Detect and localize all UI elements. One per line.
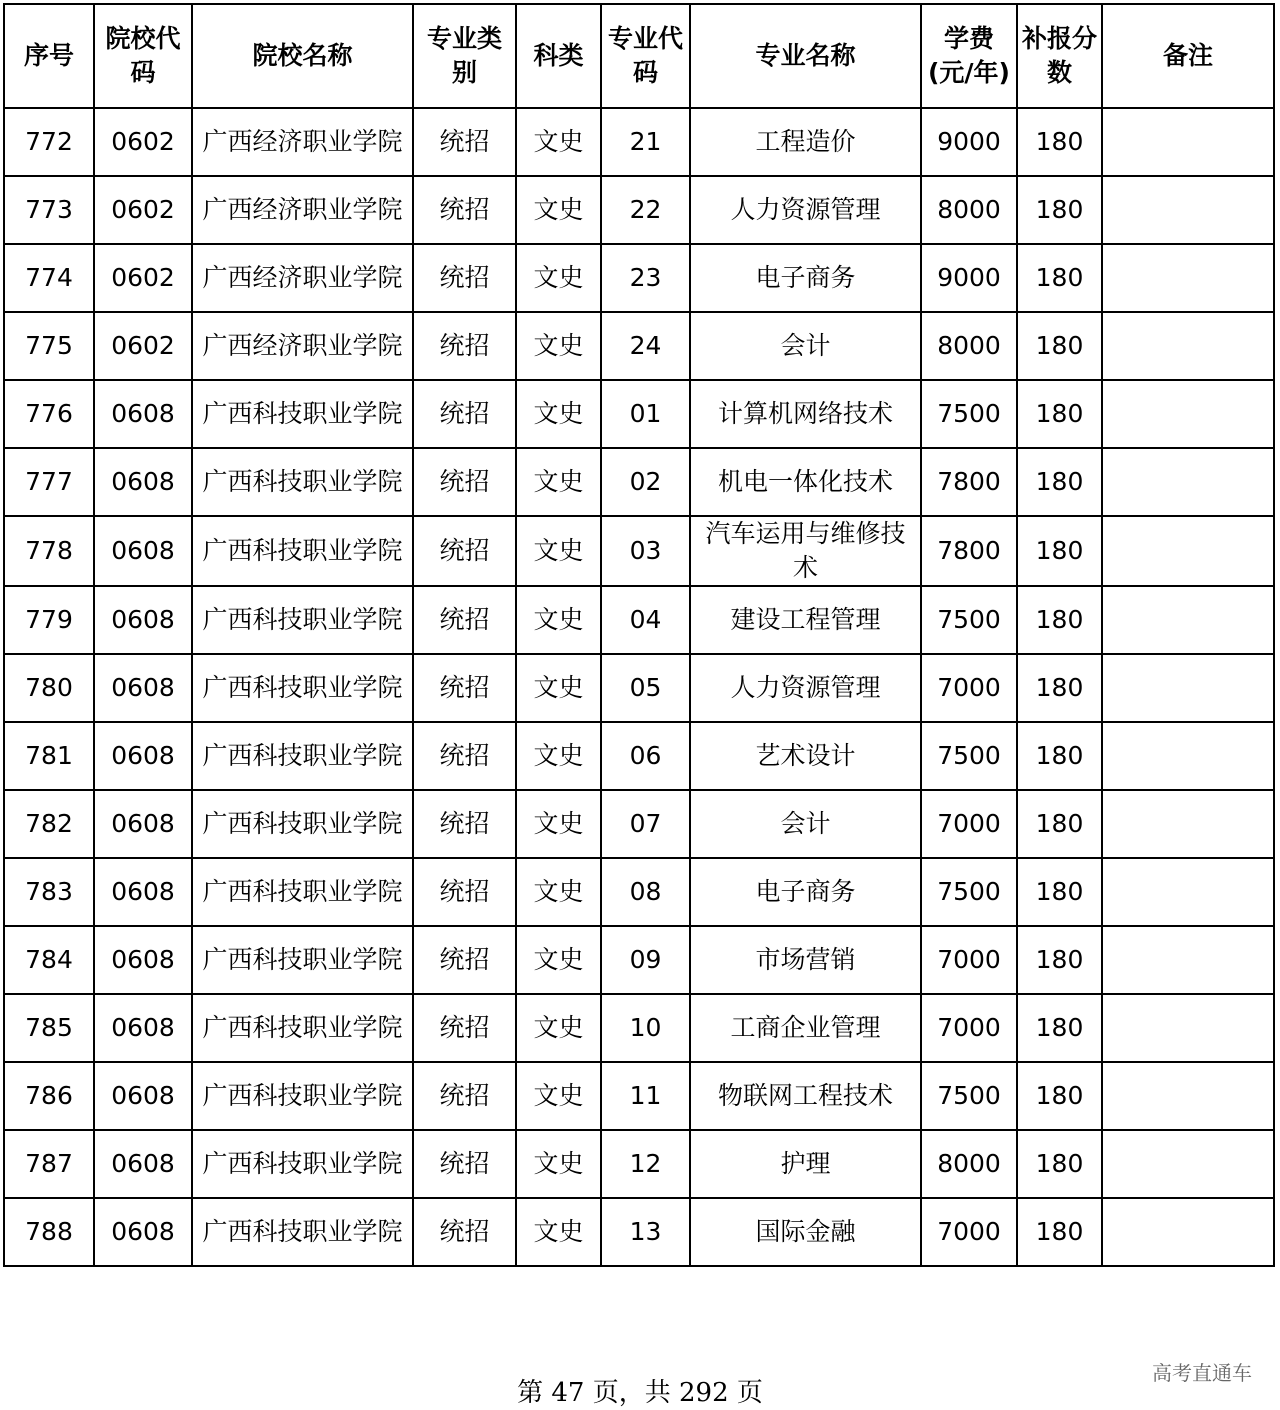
cell-major-name: 会计 <box>690 312 921 380</box>
cell-remarks <box>1102 312 1274 380</box>
table-row <box>4 244 1274 312</box>
cell-major-code: 08 <box>601 858 690 926</box>
cell-school-code: 0608 <box>94 926 192 994</box>
cell-tuition: 7800 <box>921 448 1017 516</box>
cell-school-name: 广西科技职业学院 <box>192 1062 413 1130</box>
cell-score: 180 <box>1017 1198 1102 1266</box>
cell-major-category: 统招 <box>413 516 516 586</box>
header-subject: 科类 <box>516 4 601 108</box>
cell-subject: 文史 <box>516 448 601 516</box>
cell-seq: 785 <box>4 994 94 1062</box>
table-row <box>4 858 1274 926</box>
table-row <box>4 516 1274 586</box>
cell-remarks <box>1102 448 1274 516</box>
cell-score: 180 <box>1017 108 1102 176</box>
cell-major-code: 07 <box>601 790 690 858</box>
cell-major-category: 统招 <box>413 1198 516 1266</box>
cell-major-name: 会计 <box>690 790 921 858</box>
cell-subject: 文史 <box>516 722 601 790</box>
cell-major-name: 汽车运用与维修技术 <box>690 516 921 586</box>
cell-tuition: 7800 <box>921 516 1017 586</box>
cell-tuition: 7000 <box>921 1198 1017 1266</box>
watermark: 高考直通车 <box>1152 1361 1252 1385</box>
cell-major-code: 05 <box>601 654 690 722</box>
cell-major-name: 物联网工程技术 <box>690 1062 921 1130</box>
cell-remarks <box>1102 586 1274 654</box>
cell-remarks <box>1102 926 1274 994</box>
cell-tuition: 7000 <box>921 926 1017 994</box>
cell-remarks <box>1102 380 1274 448</box>
cell-subject: 文史 <box>516 244 601 312</box>
cell-major-category: 统招 <box>413 994 516 1062</box>
cell-seq: 773 <box>4 176 94 244</box>
table-row <box>4 994 1274 1062</box>
cell-remarks <box>1102 1130 1274 1198</box>
cell-major-category: 统招 <box>413 1062 516 1130</box>
header-school-name: 院校名称 <box>192 4 413 108</box>
cell-seq: 788 <box>4 1198 94 1266</box>
cell-major-name: 人力资源管理 <box>690 654 921 722</box>
cell-tuition: 8000 <box>921 1130 1017 1198</box>
header-score: 补报分数 <box>1017 4 1102 108</box>
cell-school-code: 0602 <box>94 244 192 312</box>
table-row <box>4 1130 1274 1198</box>
cell-subject: 文史 <box>516 586 601 654</box>
cell-score: 180 <box>1017 586 1102 654</box>
cell-major-category: 统招 <box>413 654 516 722</box>
cell-school-name: 广西科技职业学院 <box>192 790 413 858</box>
cell-tuition: 7500 <box>921 858 1017 926</box>
cell-tuition: 7000 <box>921 994 1017 1062</box>
cell-major-code: 09 <box>601 926 690 994</box>
cell-remarks <box>1102 244 1274 312</box>
cell-subject: 文史 <box>516 1198 601 1266</box>
cell-seq: 783 <box>4 858 94 926</box>
header-major-category: 专业类别 <box>413 4 516 108</box>
cell-school-name: 广西科技职业学院 <box>192 1130 413 1198</box>
cell-school-code: 0608 <box>94 1062 192 1130</box>
cell-subject: 文史 <box>516 1130 601 1198</box>
cell-major-name: 人力资源管理 <box>690 176 921 244</box>
cell-remarks <box>1102 1062 1274 1130</box>
header-school-code: 院校代码 <box>94 4 192 108</box>
cell-tuition: 7500 <box>921 722 1017 790</box>
cell-major-category: 统招 <box>413 926 516 994</box>
cell-major-name: 电子商务 <box>690 244 921 312</box>
cell-school-name: 广西科技职业学院 <box>192 586 413 654</box>
header-row <box>4 4 1274 108</box>
table-row <box>4 380 1274 448</box>
cell-seq: 777 <box>4 448 94 516</box>
cell-school-code: 0608 <box>94 994 192 1062</box>
cell-remarks <box>1102 722 1274 790</box>
cell-seq: 774 <box>4 244 94 312</box>
cell-seq: 784 <box>4 926 94 994</box>
cell-school-name: 广西科技职业学院 <box>192 516 413 586</box>
cell-major-code: 03 <box>601 516 690 586</box>
table-row <box>4 448 1274 516</box>
cell-major-code: 11 <box>601 1062 690 1130</box>
table-row <box>4 176 1274 244</box>
cell-score: 180 <box>1017 926 1102 994</box>
cell-subject: 文史 <box>516 1062 601 1130</box>
cell-major-name: 护理 <box>690 1130 921 1198</box>
cell-major-code: 21 <box>601 108 690 176</box>
cell-tuition: 7000 <box>921 654 1017 722</box>
header-seq: 序号 <box>4 4 94 108</box>
cell-subject: 文史 <box>516 380 601 448</box>
cell-major-category: 统招 <box>413 448 516 516</box>
cell-seq: 786 <box>4 1062 94 1130</box>
cell-seq: 778 <box>4 516 94 586</box>
admissions-table <box>3 3 1275 1267</box>
cell-seq: 782 <box>4 790 94 858</box>
table-row <box>4 790 1274 858</box>
table-row <box>4 1062 1274 1130</box>
cell-major-category: 统招 <box>413 722 516 790</box>
header-major-name: 专业名称 <box>690 4 921 108</box>
cell-remarks <box>1102 654 1274 722</box>
cell-school-name: 广西经济职业学院 <box>192 176 413 244</box>
cell-major-category: 统招 <box>413 108 516 176</box>
cell-school-code: 0602 <box>94 108 192 176</box>
cell-score: 180 <box>1017 1130 1102 1198</box>
cell-seq: 772 <box>4 108 94 176</box>
cell-seq: 781 <box>4 722 94 790</box>
cell-major-name: 工程造价 <box>690 108 921 176</box>
cell-score: 180 <box>1017 448 1102 516</box>
cell-major-category: 统招 <box>413 790 516 858</box>
cell-major-code: 02 <box>601 448 690 516</box>
table-row <box>4 312 1274 380</box>
cell-score: 180 <box>1017 994 1102 1062</box>
cell-seq: 787 <box>4 1130 94 1198</box>
cell-score: 180 <box>1017 380 1102 448</box>
cell-seq: 775 <box>4 312 94 380</box>
cell-major-name: 计算机网络技术 <box>690 380 921 448</box>
cell-major-code: 24 <box>601 312 690 380</box>
cell-major-category: 统招 <box>413 858 516 926</box>
cell-major-name: 国际金融 <box>690 1198 921 1266</box>
cell-school-code: 0608 <box>94 654 192 722</box>
header-tuition: 学费(元/年) <box>921 4 1017 108</box>
cell-remarks <box>1102 1198 1274 1266</box>
cell-major-code: 10 <box>601 994 690 1062</box>
cell-remarks <box>1102 516 1274 586</box>
cell-school-code: 0608 <box>94 586 192 654</box>
cell-tuition: 7500 <box>921 586 1017 654</box>
cell-score: 180 <box>1017 1062 1102 1130</box>
cell-school-name: 广西科技职业学院 <box>192 380 413 448</box>
cell-school-name: 广西科技职业学院 <box>192 1198 413 1266</box>
cell-remarks <box>1102 790 1274 858</box>
cell-school-name: 广西经济职业学院 <box>192 244 413 312</box>
cell-major-name: 电子商务 <box>690 858 921 926</box>
cell-school-code: 0608 <box>94 790 192 858</box>
cell-major-code: 06 <box>601 722 690 790</box>
cell-major-name: 艺术设计 <box>690 722 921 790</box>
cell-tuition: 9000 <box>921 108 1017 176</box>
cell-school-name: 广西科技职业学院 <box>192 994 413 1062</box>
cell-school-name: 广西科技职业学院 <box>192 448 413 516</box>
header-remarks: 备注 <box>1102 4 1274 108</box>
cell-seq: 779 <box>4 586 94 654</box>
cell-remarks <box>1102 176 1274 244</box>
cell-school-name: 广西科技职业学院 <box>192 654 413 722</box>
cell-school-name: 广西科技职业学院 <box>192 926 413 994</box>
cell-tuition: 7500 <box>921 1062 1017 1130</box>
cell-major-name: 机电一体化技术 <box>690 448 921 516</box>
cell-seq: 776 <box>4 380 94 448</box>
cell-remarks <box>1102 858 1274 926</box>
cell-major-category: 统招 <box>413 1130 516 1198</box>
table-row <box>4 1198 1274 1266</box>
table-row <box>4 926 1274 994</box>
cell-subject: 文史 <box>516 858 601 926</box>
cell-major-code: 23 <box>601 244 690 312</box>
cell-major-code: 22 <box>601 176 690 244</box>
cell-major-code: 13 <box>601 1198 690 1266</box>
cell-major-category: 统招 <box>413 380 516 448</box>
table-row <box>4 722 1274 790</box>
cell-school-code: 0608 <box>94 1130 192 1198</box>
cell-school-code: 0608 <box>94 448 192 516</box>
table-body <box>4 108 1274 1266</box>
cell-major-category: 统招 <box>413 586 516 654</box>
cell-major-category: 统招 <box>413 244 516 312</box>
cell-major-category: 统招 <box>413 312 516 380</box>
cell-school-code: 0608 <box>94 722 192 790</box>
cell-seq: 780 <box>4 654 94 722</box>
cell-score: 180 <box>1017 654 1102 722</box>
cell-tuition: 8000 <box>921 312 1017 380</box>
cell-major-name: 建设工程管理 <box>690 586 921 654</box>
table-row <box>4 654 1274 722</box>
cell-major-category: 统招 <box>413 176 516 244</box>
cell-score: 180 <box>1017 312 1102 380</box>
cell-score: 180 <box>1017 858 1102 926</box>
cell-school-name: 广西科技职业学院 <box>192 722 413 790</box>
cell-remarks <box>1102 994 1274 1062</box>
header-major-code: 专业代码 <box>601 4 690 108</box>
cell-school-code: 0602 <box>94 312 192 380</box>
cell-school-code: 0608 <box>94 1198 192 1266</box>
table-row <box>4 586 1274 654</box>
cell-school-name: 广西科技职业学院 <box>192 858 413 926</box>
cell-score: 180 <box>1017 244 1102 312</box>
table-row <box>4 108 1274 176</box>
cell-major-code: 12 <box>601 1130 690 1198</box>
cell-score: 180 <box>1017 790 1102 858</box>
cell-tuition: 7500 <box>921 380 1017 448</box>
cell-remarks <box>1102 108 1274 176</box>
cell-major-name: 市场营销 <box>690 926 921 994</box>
cell-school-name: 广西经济职业学院 <box>192 108 413 176</box>
cell-tuition: 7000 <box>921 790 1017 858</box>
cell-tuition: 8000 <box>921 176 1017 244</box>
cell-subject: 文史 <box>516 926 601 994</box>
cell-subject: 文史 <box>516 516 601 586</box>
cell-subject: 文史 <box>516 176 601 244</box>
cell-tuition: 9000 <box>921 244 1017 312</box>
cell-subject: 文史 <box>516 312 601 380</box>
cell-score: 180 <box>1017 516 1102 586</box>
cell-subject: 文史 <box>516 994 601 1062</box>
cell-major-code: 01 <box>601 380 690 448</box>
cell-major-name: 工商企业管理 <box>690 994 921 1062</box>
cell-major-code: 04 <box>601 586 690 654</box>
cell-school-code: 0608 <box>94 858 192 926</box>
cell-subject: 文史 <box>516 790 601 858</box>
cell-score: 180 <box>1017 176 1102 244</box>
cell-subject: 文史 <box>516 108 601 176</box>
cell-subject: 文史 <box>516 654 601 722</box>
cell-school-name: 广西经济职业学院 <box>192 312 413 380</box>
cell-score: 180 <box>1017 722 1102 790</box>
page-number: 第 47 页，共 292 页 <box>517 1378 763 1408</box>
cell-school-code: 0608 <box>94 380 192 448</box>
cell-school-code: 0608 <box>94 516 192 586</box>
cell-school-code: 0602 <box>94 176 192 244</box>
